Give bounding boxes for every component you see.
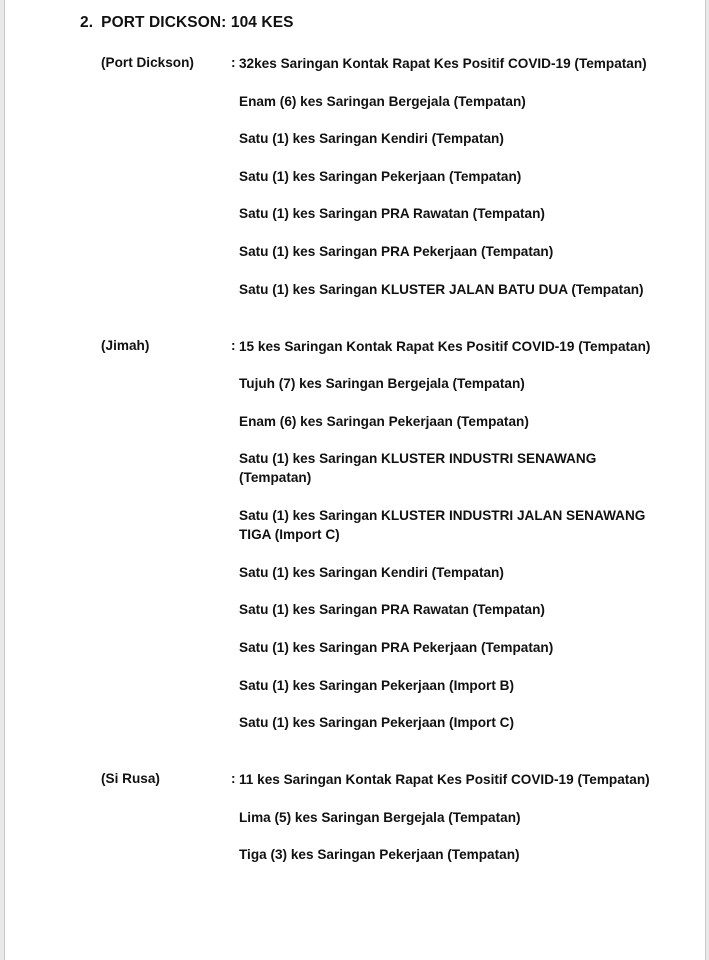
- case-line: Satu (1) kes Saringan KLUSTER JALAN BATU DUA (Tempatan): [239, 282, 644, 297]
- case-line: Satu (1) kes Saringan Pekerjaan (Import C): [239, 715, 514, 730]
- case-line: Satu (1) kes Saringan PRA Pekerjaan (Tempatan): [239, 244, 554, 259]
- section-number: 2.: [80, 14, 94, 31]
- case-line: Tujuh (7) kes Saringan Bergejala (Tempatan): [239, 376, 525, 391]
- case-line: Satu (1) kes Saringan Pekerjaan (Import B): [239, 678, 514, 693]
- case-line: 32kes Saringan Kontak Rapat Kes Positif COVID-19 (Tempatan): [239, 56, 647, 71]
- case-line: Satu (1) kes Saringan Kendiri (Tempatan): [239, 131, 504, 146]
- case-line: Satu (1) kes Saringan PRA Rawatan (Tempatan): [239, 602, 545, 617]
- colon-separator: :: [231, 55, 236, 70]
- section-title: PORT DICKSON: 104 KES: [101, 14, 294, 31]
- case-line: Satu (1) kes Saringan KLUSTER INDUSTRI JALAN SENAWANG TIGA (Import C): [239, 508, 646, 542]
- case-line: Lima (5) kes Saringan Bergejala (Tempatan): [239, 810, 521, 825]
- case-line: Enam (6) kes Saringan Pekerjaan (Tempatan): [239, 414, 529, 429]
- colon-separator: :: [231, 771, 236, 786]
- case-line: Satu (1) kes Saringan Kendiri (Tempatan): [239, 565, 504, 580]
- case-line: 15 kes Saringan Kontak Rapat Kes Positif COVID-19 (Tempatan): [239, 339, 651, 354]
- area-label-jimah: (Jimah): [101, 338, 150, 353]
- section-heading: [80, 14, 294, 32]
- case-line: Satu (1) kes Saringan PRA Rawatan (Tempatan): [239, 206, 545, 221]
- colon-separator: :: [231, 338, 236, 353]
- case-line: Satu (1) kes Saringan KLUSTER INDUSTRI SENAWANG (Tempatan): [239, 451, 597, 485]
- case-line: Tiga (3) kes Saringan Pekerjaan (Tempatan): [239, 847, 520, 862]
- area-label-port-dickson: (Port Dickson): [101, 55, 194, 70]
- case-line: Satu (1) kes Saringan PRA Pekerjaan (Tempatan): [239, 640, 554, 655]
- case-line: Enam (6) kes Saringan Bergejala (Tempatan): [239, 94, 526, 109]
- document-page: [4, 0, 706, 960]
- area-label-si-rusa: (Si Rusa): [101, 771, 160, 786]
- case-line: 11 kes Saringan Kontak Rapat Kes Positif COVID-19 (Tempatan): [239, 772, 650, 787]
- case-line: Satu (1) kes Saringan Pekerjaan (Tempatan): [239, 169, 522, 184]
